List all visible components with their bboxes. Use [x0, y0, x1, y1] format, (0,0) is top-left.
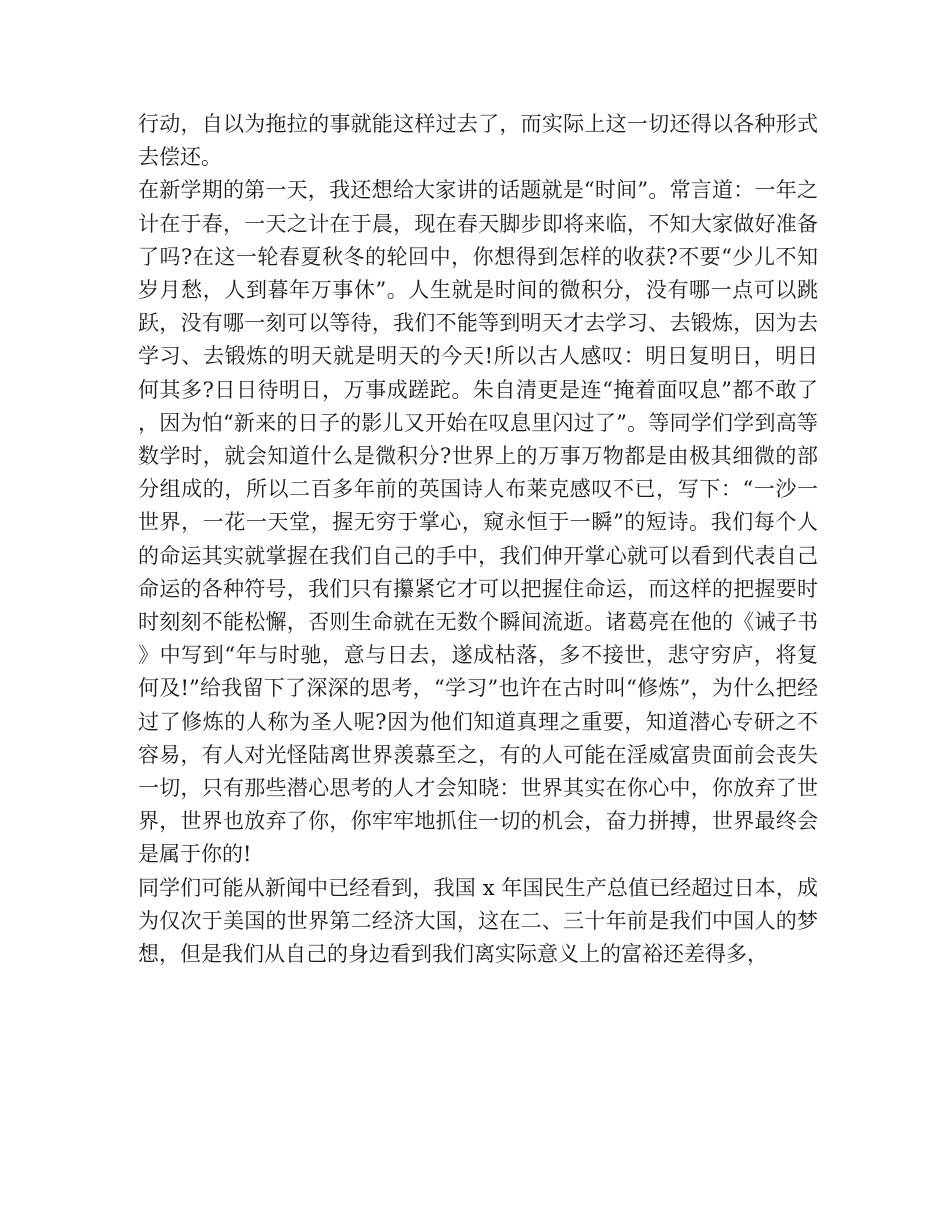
paragraph-2: 在新学期的第一天，我还想给大家讲的话题就是“时间”。常言道：一年之计在于春，一天之计在于晨，现在春天脚步即将来临，不知大家做好准备了吗?在这一轮春夏秋冬的轮回中，你想得到怎样的收获?不要“少儿不知岁月愁，人到暮年万事休”。人生就是时间的微积分，没有哪一点可以跳跃，没有哪一刻可以等待，我们不能等到明天才去学习、去锻炼，因为去学习、去锻炼的明天就是明天的今天!所以古人感叹：明日复明日，明日何其多?日日待明日，万事成蹉跎。朱自清更是连“掩着面叹息”都不敢了，因为怕“新来的日子的影儿又开始在叹息里闪过了”。等同学们学到高等数学时，就会知道什么是微积分?世界上的万事万物都是由极其细微的部分组成的，所以二百多年前的英国诗人布莱克感叹不已，写下：“一沙一世界，一花一天堂，握无穷于掌心，窥永恒于一瞬”的短诗。我们每个人的命运其实就掌握在我们自己的手中，我们伸开掌心就可以看到代表自己命运的各种符号，我们只有攥紧它才可以把握住命运，而这样的把握要时时刻刻不能松懈，否则生命就在无数个瞬间流逝。诸葛亮在他的《诫子书》中写到“年与时驰，意与日去，遂成枯落，多不接世，悲守穷庐，将复何及!”给我留下了深深的思考，“学习”也许在古时叫“修炼”，为什么把经过了修炼的人称为圣人呢?因为他们知道真理之重要，知道潜心专研之不容易，有人对光怪陆离世界羡慕至之，有的人可能在淫威富贵面前会丧失一切，只有那些潜心思考的人才会知晓：世界其实在你心中，你放弃了世界，世界也放弃了你，你牢牢地抓住一切的机会，奋力拼搏，世界最终会是属于你的! [138, 178, 818, 867]
paragraph-1: 行动，自以为拖拉的事就能这样过去了，而实际上这一切还得以各种形式去偿还。 [138, 112, 818, 170]
document-body [138, 108, 818, 971]
paragraph-3: 同学们可能从新闻中已经看到，我国 x 年国民生产总值已经超过日本，成为仅次于美国的世界第二经济大国，这在二、三十年前是我们中国人的梦想，但是我们从自己的身边看到我们离实际意义上的富裕还差得多， [138, 875, 818, 967]
